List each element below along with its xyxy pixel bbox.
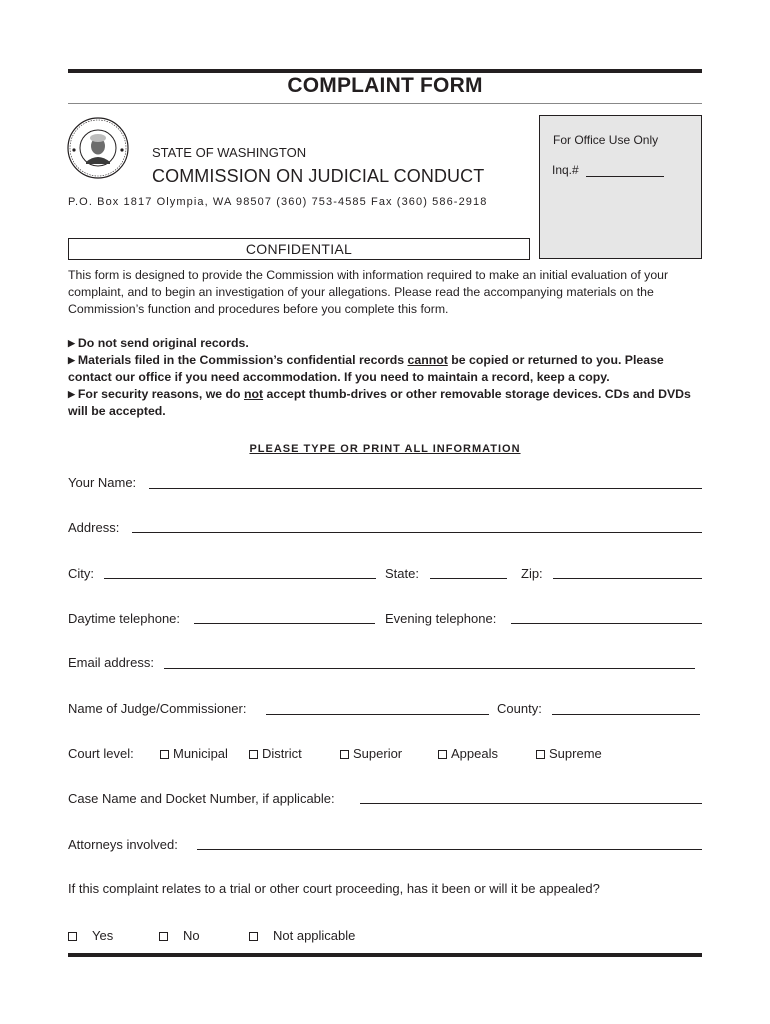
contact-address: P.O. Box 1817 Olympia, WA 98507 (360) 753-4585 Fax (360) 586-2918 <box>68 196 488 208</box>
attorneys-label: Attorneys involved: <box>68 837 178 852</box>
title-divider <box>68 103 702 104</box>
state-label: State: <box>385 566 419 581</box>
court-option-supreme[interactable]: Supreme <box>536 746 602 761</box>
checkbox-icon[interactable] <box>159 932 168 941</box>
bottom-rule <box>68 953 702 957</box>
case-label: Case Name and Docket Number, if applicable: <box>68 791 335 806</box>
form-title: COMPLAINT FORM <box>287 74 483 97</box>
appeal-option-no[interactable]: No <box>159 928 200 943</box>
state-name: STATE OF WASHINGTON <box>152 145 307 160</box>
county-label: County: <box>497 701 542 716</box>
daytime-phone-field[interactable] <box>194 623 375 624</box>
checkbox-icon[interactable] <box>438 750 447 759</box>
print-instruction: PLEASE TYPE OR PRINT ALL INFORMATION <box>249 443 521 455</box>
appeal-option-not-applicable[interactable]: Not applicable <box>249 928 355 943</box>
judge-label: Name of Judge/Commissioner: <box>68 701 247 716</box>
inquiry-number-label: Inq.# <box>552 163 579 177</box>
court-option-appeals[interactable]: Appeals <box>438 746 498 761</box>
city-field[interactable] <box>104 578 376 579</box>
daytime-phone-label: Daytime telephone: <box>68 611 181 626</box>
confidential-label: CONFIDENTIAL <box>245 241 353 257</box>
appeal-option-yes[interactable]: Yes <box>68 928 113 943</box>
checkbox-icon[interactable] <box>68 932 77 941</box>
email-label: Email address: <box>68 655 154 670</box>
court-option-municipal[interactable]: Municipal <box>160 746 228 761</box>
top-rule <box>68 69 702 73</box>
notice-bullets <box>68 335 708 420</box>
commission-name: COMMISSION ON JUDICIAL CONDUCT <box>152 166 485 186</box>
checkbox-icon[interactable] <box>249 750 258 759</box>
bullet-arrow-icon: ▶ <box>68 355 75 365</box>
case-field[interactable] <box>360 803 702 804</box>
checkbox-icon[interactable] <box>160 750 169 759</box>
washington-seal-icon <box>66 116 130 180</box>
bullet-confidential-records: ▶ Materials filed in the Commission’s confidential records cannot be copied or returned to you. Please contact our office if you need accommodation. If you need to maintain a record, keep a copy. <box>68 353 664 384</box>
inquiry-number-line <box>586 176 664 177</box>
evening-phone-label: Evening telephone: <box>385 611 497 626</box>
state-field[interactable] <box>430 578 507 579</box>
zip-label: Zip: <box>521 566 543 581</box>
court-option-superior[interactable]: Superior <box>340 746 402 761</box>
appeal-question: If this complaint relates to a trial or other court proceeding, has it been or will it be appealed? <box>68 881 600 896</box>
intro-paragraph: This form is designed to provide the Commission with information required to make an initial evaluation of your complaint, and to begin an investigation of your allegations. Please read the accompanying materials on the Commission’s function and procedures before you complete this form. <box>68 268 669 316</box>
checkbox-icon[interactable] <box>249 932 258 941</box>
checkbox-icon[interactable] <box>340 750 349 759</box>
judge-field[interactable] <box>266 714 489 715</box>
office-use-label: For Office Use Only <box>553 133 659 147</box>
address-field[interactable] <box>132 532 702 533</box>
name-label: Your Name: <box>68 475 137 490</box>
name-field[interactable] <box>149 488 702 489</box>
bullet-original-records: ▶ Do not send original records. <box>68 336 249 350</box>
address-label: Address: <box>68 520 120 535</box>
bullet-arrow-icon: ▶ <box>68 389 75 399</box>
zip-field[interactable] <box>553 578 702 579</box>
attorneys-field[interactable] <box>197 849 702 850</box>
checkbox-icon[interactable] <box>536 750 545 759</box>
evening-phone-field[interactable] <box>511 623 702 624</box>
bullet-arrow-icon: ▶ <box>68 338 75 348</box>
email-field[interactable] <box>164 668 695 669</box>
city-label: City: <box>68 566 94 581</box>
court-option-district[interactable]: District <box>249 746 302 761</box>
court-level-label: Court level: <box>68 746 134 761</box>
bullet-security: ▶ For security reasons, we do not accept thumb-drives or other removable storage devices. CDs and DVDs will be accepted. <box>68 387 691 418</box>
county-field[interactable] <box>552 714 700 715</box>
